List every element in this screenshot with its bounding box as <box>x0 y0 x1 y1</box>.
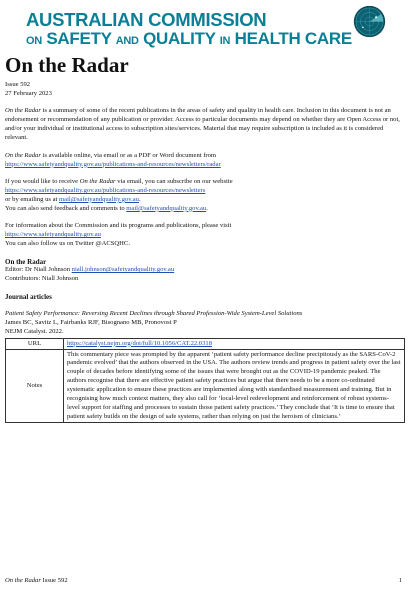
radar-newsletter-link[interactable]: https://www.safetyandquality.gov.au/publications-and-resources/newsletters/radar <box>5 160 221 168</box>
page-number: 1 <box>398 577 402 584</box>
page-footer <box>5 577 405 584</box>
notes-label: Notes <box>6 350 64 423</box>
subscribe-email-link[interactable]: mail@safetyandquality.gov.au <box>59 195 139 203</box>
commission-website-link[interactable]: https://www.safetyandquality.gov.au <box>5 231 101 239</box>
radar-icon <box>353 5 386 38</box>
document-body: Issue 592 27 February 2023 On the Radar is a summary of some of the recent publications in the areas of safety and quality in health care. Inclusion in this document is not an endorsement or recommendation of any publication or provider. Access to particular documents may depend on whether they are Open Access or not, and/or your individual or institutional access to subscription sites/services. Material that may require subscription is included as it is considered relevant. On the Radar is available online, via email or as a PDF or Word document from https://www.safetyandquality.gov.au/publications-and-resources/newsletters/radar If you would like to receive On the Radar via email, you can subscribe on our website https://www.safetyandquality.gov.au/publications-and-resources/newsletters or by emailing us at mail@safetyandquality.gov.au. You can also send feedback and comments to mail@safetyandquality.gov.au. For information about the Commission and its programs and publications, please visit https://www.safetyandquality.gov.au You can also follow us on Twitter @ACSQHC. On the Radar Editor: Dr Niall Johnson niall.johnson@safetyandquality.gov.au Contributors: Niall Johnson Journal articles Patient Safety Performance: Reversing Recent Declines through Shared Profession-Wide System-Level Solutions James BC, Savitz L, Fairbanks RJF, Bisognano MB, Pronovost P NEJM Catalyst. 2022. URL https://catalyst.nejm.org/doi/full/10.1056/CAT.22.0318 Notes This commentary piece was prompted by the apparent ‘patient safety performance decline precipitously as the SARS-CoV-2 pandemic evolved’ that the authors observed in the USA. The authors review trends and progress in patient safety over the last couple of decades before identifying some of the issues that were brought out as the COVID-19 pandemic peaked. The authors recognise that there are effective patient safety practices but argue that there needs to be a more co-ordinated systematic application to ensure these practices are implemented along with standardised measurement and training. But in recognising how much context matters, they also call for ‘local-level redevelopment and reinforcement of robust systems-level support for staffing and processes to sustain those patient safety practices.’ They conclude that ‘It is time to ensure that patient safety builds on the design of safe systems, rather than relying on just the heroism of clinicians.’ <box>5 81 405 423</box>
logo-line-2: ON SAFETY AND QUALITY IN HEALTH CARE <box>26 29 352 48</box>
feedback-email-link[interactable]: mail@safetyandquality.gov.au <box>126 204 207 212</box>
url-label: URL <box>6 339 64 350</box>
info-paragraph: For information about the Commission and its programs and publications, please visit <box>5 222 232 230</box>
credits-heading: On the Radar <box>5 257 47 266</box>
page-title: On the Radar <box>5 53 129 77</box>
table-row <box>6 350 405 423</box>
logo-line-1: AUSTRALIAN COMMISSION <box>26 9 267 30</box>
editor-email-link[interactable]: niall.johnson@safetyandquality.gov.au <box>71 266 175 274</box>
notes-text: This commentary piece was prompted by the apparent ‘patient safety performance decline precipitously as the SARS-CoV-2 pandemic evolved’ that the authors observed in the USA. The authors review trends and progress in patient safety over the last couple of decades before identifying some of the issues that were brought out as the COVID-19 pandemic peaked. The authors recognise that there are effective patient safety practices but argue that there needs to be a more co-ordinated systematic application to ensure these practices are implemented along with standardised measurement and training. But in recognising how much context matters, they also call for ‘local-level redevelopment and reinforcement of robust systems-level support for staffing and processes to sustain those patient safety practices.’ They conclude that ‘It is time to ensure that patient safety builds on the design of safe systems, rather than relying on just the heroism of clinicians.’ <box>64 350 405 423</box>
commission-logo <box>26 10 356 51</box>
footer-name: On the Radar <box>5 577 41 584</box>
availability-paragraph: On the Radar is available online, via email or as a PDF or Word document from <box>5 151 217 159</box>
journal-articles-heading: Journal articles <box>5 292 52 301</box>
article-details-table <box>5 338 405 423</box>
contributors-text: Contributors: Niall Johnson <box>5 275 79 283</box>
article-source: NEJM Catalyst. 2022. <box>5 328 64 336</box>
article-title: Patient Safety Performance: Reversing Recent Declines through Shared Profession-Wide System-Level Solutions <box>5 310 303 318</box>
subscribe-link[interactable]: https://www.safetyandquality.gov.au/publications-and-resources/newsletters <box>5 186 206 194</box>
subscribe-paragraph: If you would like to receive On the Radar via email, you can subscribe on our website <box>5 178 233 186</box>
issue-date: 27 February 2023 <box>5 89 52 97</box>
issue-number: Issue 592 <box>5 81 31 88</box>
article-url-link[interactable]: https://catalyst.nejm.org/doi/full/10.1056/CAT.22.0318 <box>67 339 212 347</box>
footer-issue: Issue 592 <box>40 577 68 584</box>
table-row <box>6 339 405 350</box>
twitter-text: You can also follow us on Twitter @ACSQHC. <box>5 240 130 248</box>
intro-paragraph: On the Radar is a summary of some of the recent publications in the areas of safety and quality in health care. Inclusion in this document is not an endorsement or recommendation of any publication or provider. Access to particular documents may depend on whether they are Open Access or not, and/or your individual or institutional access to subscription sites/services. Material that may require subscription is included as it is considered relevant. <box>5 107 400 142</box>
article-authors: James BC, Savitz L, Fairbanks RJF, Bisognano MB, Pronovost P <box>5 319 177 327</box>
